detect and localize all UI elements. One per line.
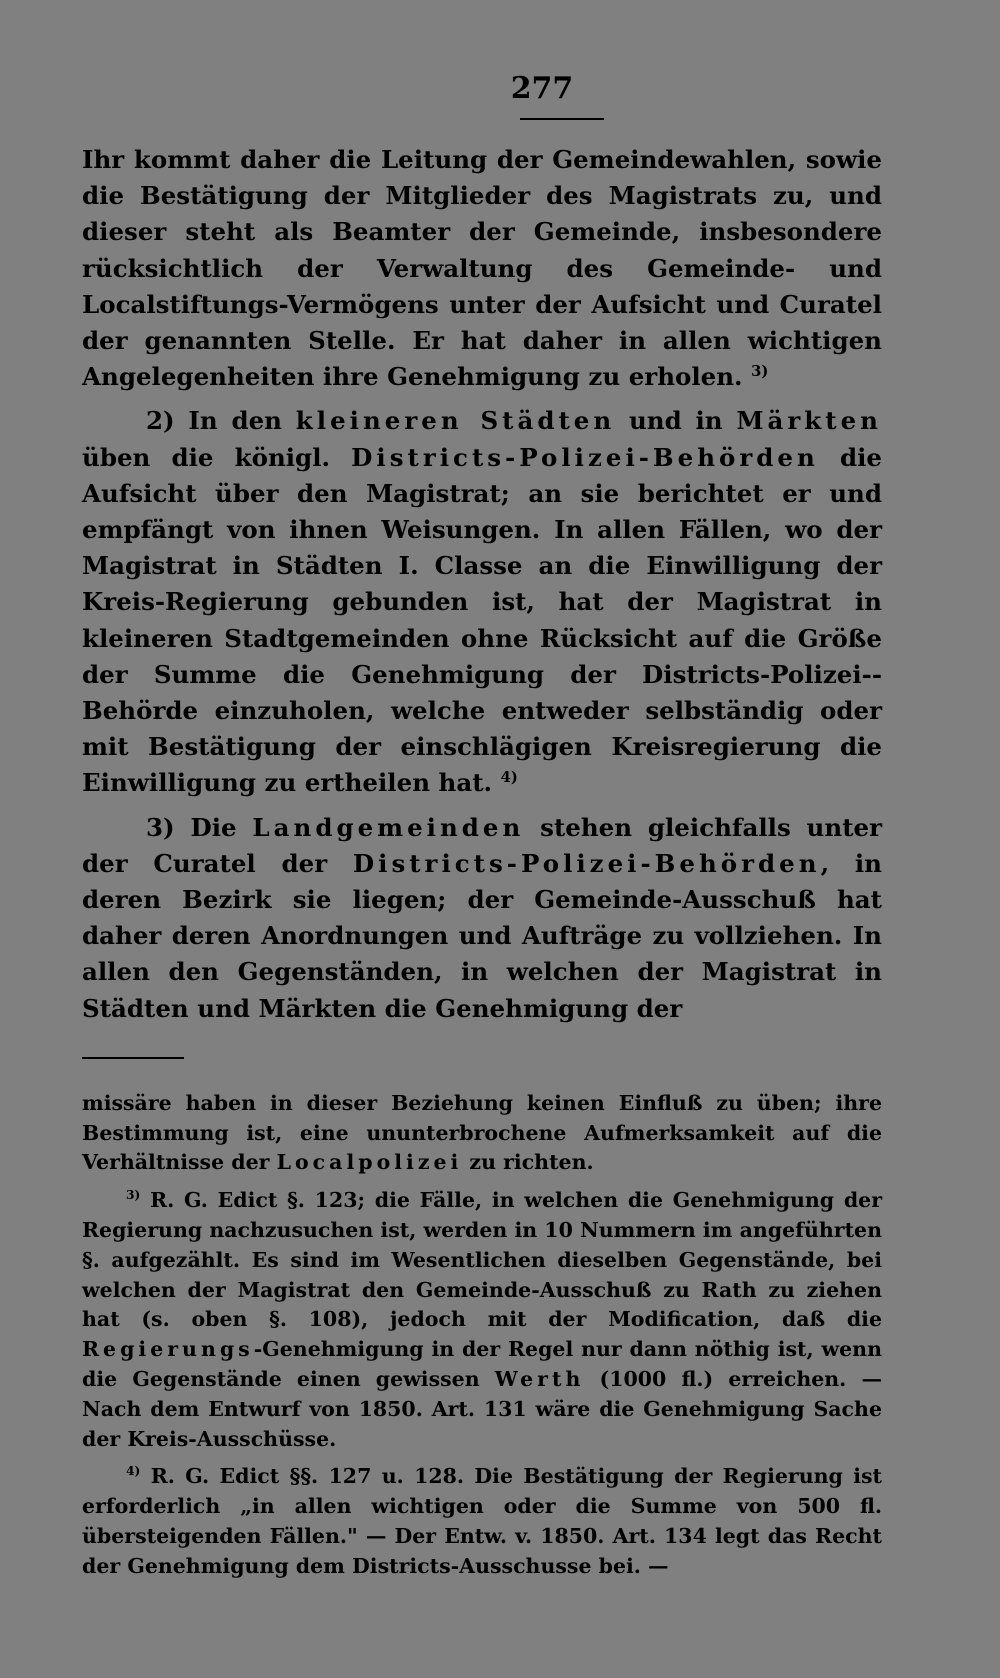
paragraph-2-connector: und in xyxy=(615,406,737,436)
paragraph-1-text: Ihr kommt daher die Leitung der Gemeindewahlen, sowie die Bestätigung der Mitglieder des Magistrats zu, und dieser steht als Beamter der Gemeinde, insbesondere rücksichtlich der Verwaltung des Gemeinde- und Localstiftungs-Vermögens unter der Aufsicht und Curatel der genannten Stelle. Er hat daher in allen wichtigen Angelegenheiten ihre Genehmigung zu erholen. xyxy=(82,145,882,392)
paragraph-2-text-a: üben die königl. xyxy=(82,442,352,472)
paragraph-1 xyxy=(82,142,882,395)
paragraph-3 xyxy=(82,810,882,1027)
footnotes xyxy=(82,1089,882,1582)
main-text xyxy=(82,142,882,1027)
page-number: 277 xyxy=(510,71,574,106)
footnote-4-text: R. G. Edict §§. 127 u. 128. Die Bestätigung der Regierung ist erforderlich „in allen wichtigen oder die Summe von 500 fl. übersteigenden Fällen." — Der Entw. v. 1850. Art. 134 legt das Recht der Genehmigung dem Districts-Ausschusse bei. — xyxy=(82,1464,882,1578)
footnote-ref-4: 4) xyxy=(500,769,518,787)
spaced-term: kleineren Städten xyxy=(295,406,616,436)
footnote-4 xyxy=(82,1462,882,1581)
footnote-ref-3: 3) xyxy=(751,363,769,381)
paragraph-2 xyxy=(82,403,882,801)
spaced-term: Localpolizei xyxy=(276,1150,463,1175)
footnote-continuation-end: zu richten. xyxy=(462,1150,594,1175)
paragraph-3-number: 3) Die xyxy=(146,812,253,842)
spaced-term: Districts-Polizei-Behörden xyxy=(352,848,821,878)
footnote-continuation xyxy=(82,1089,882,1178)
footnote-continuation-text: missäre haben in dieser Beziehung keinen Einfluß zu üben; ihre Bestimmung ist, eine ununterbrochene Aufmerksamkeit auf die Verhältnisse der xyxy=(82,1090,882,1175)
footnote-3-text-b: -Genehmigung in der Regel nur dann nöthig ist, wenn die Gegenstände einen gewissen xyxy=(82,1337,882,1392)
footnote-3 xyxy=(82,1186,882,1454)
paragraph-3-text-a: stehen gleichfalls unter der Curatel der xyxy=(82,812,883,878)
spaced-term: Regierungs xyxy=(82,1337,254,1362)
spaced-term: Districts-Polizei-Behörden xyxy=(351,442,819,472)
spaced-term: Landgemeinden xyxy=(252,812,525,842)
paragraph-2-number: 2) In den xyxy=(146,406,296,436)
footnote-3-text-a: R. G. Edict §. 123; die Fälle, in welchen die Genehmigung der Regierung nachzusuchen ist, werden in 10 Nummern im angeführten §. aufgezählt. Es sind im Wesentlichen dieselben Gegenstände, bei welchen der Magistrat den Gemeinde-Ausschuß zu Rath zu ziehen hat (s. oben §. 108), jedoch mit der Modification, daß die xyxy=(82,1188,882,1332)
spaced-term: Märkten xyxy=(736,406,882,436)
footnote-rule xyxy=(82,1057,184,1059)
footnote-4-marker: 4) xyxy=(126,1463,141,1479)
footnote-3-text-c: (1000 fl.) erreichen. — Nach dem Entwurf von 1850. Art. 131 wäre die Genehmigung Sache der Kreis-Ausschüsse. xyxy=(82,1367,882,1451)
footnote-3-marker: 3) xyxy=(126,1187,141,1203)
spaced-term: Werth xyxy=(494,1367,585,1392)
header-rule xyxy=(520,118,604,120)
paragraph-2-text: die Aufsicht über den Magistrat; an sie berichtet er und empfängt von ihnen Weisungen. In allen Fällen, wo der Magistrat in Städten I. Classe an die Einwilligung der Kreis-Regierung gebunden ist, hat der Magistrat in kleineren Stadtgemeinden ohne Rücksicht auf die Größe der Summe die Genehmigung der Districts-Polizei--Behörde einzuholen, welche entweder selbständig oder mit Bestätigung der einschlägigen Kreisregierung die Einwilligung zu ertheilen hat. xyxy=(82,442,882,798)
paragraph-3-text: , in deren Bezirk sie liegen; der Gemeinde-Ausschuß hat daher deren Anordnungen und Aufträge zu vollziehen. In allen den Gegenständen, in welchen der Magistrat in Städten und Märkten die Genehmigung der xyxy=(82,848,882,1023)
